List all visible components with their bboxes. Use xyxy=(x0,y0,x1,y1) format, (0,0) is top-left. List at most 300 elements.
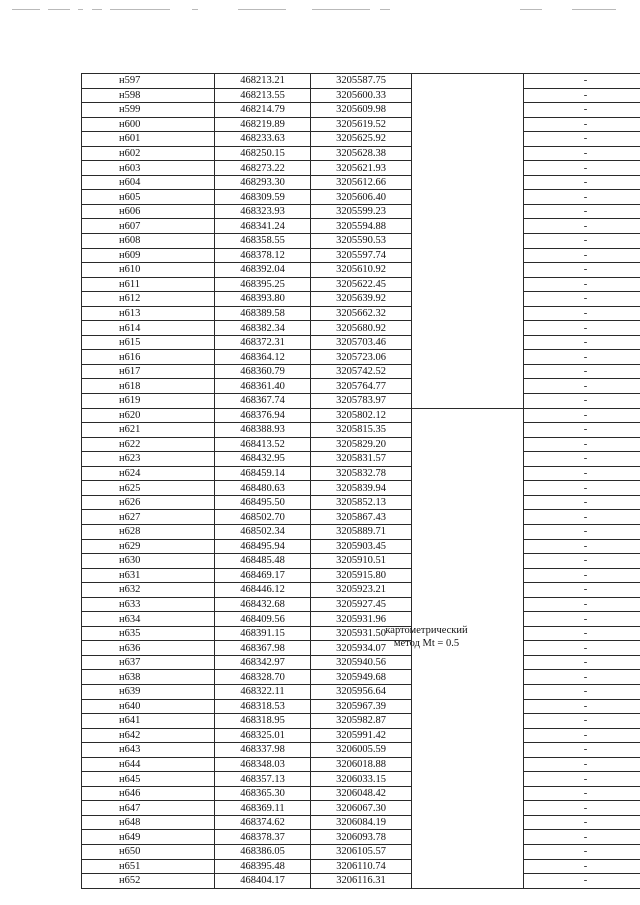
x-coordinate-cell: 468365.30 xyxy=(215,786,311,801)
point-cell: н599 xyxy=(82,103,215,118)
y-coordinate-cell: 3205606.40 xyxy=(311,190,412,205)
x-coordinate-cell: 468389.58 xyxy=(215,306,311,321)
x-coordinate-cell: 468502.70 xyxy=(215,510,311,525)
method-cell xyxy=(412,117,524,132)
table-row xyxy=(82,423,640,438)
point-cell: н617 xyxy=(82,364,215,379)
error-cell: - xyxy=(524,335,640,350)
table-row xyxy=(82,161,640,176)
method-cell xyxy=(412,394,524,409)
header-artifact xyxy=(12,7,622,13)
y-coordinate-cell: 3206110.74 xyxy=(311,859,412,874)
point-cell: н618 xyxy=(82,379,215,394)
method-cell xyxy=(412,495,524,510)
method-cell xyxy=(412,161,524,176)
table-row xyxy=(82,786,640,801)
method-cell xyxy=(412,524,524,539)
point-cell: н601 xyxy=(82,132,215,147)
y-coordinate-cell: 3205956.64 xyxy=(311,684,412,699)
method-cell xyxy=(412,175,524,190)
y-coordinate-cell: 3205931.50 xyxy=(311,626,412,641)
error-cell: - xyxy=(524,684,640,699)
point-cell: н647 xyxy=(82,801,215,816)
y-coordinate-cell: 3205927.45 xyxy=(311,597,412,612)
y-coordinate-cell: 3206093.78 xyxy=(311,830,412,845)
method-line-1: картометрический xyxy=(385,625,468,636)
method-cell xyxy=(412,423,524,438)
y-coordinate-cell: 3205619.52 xyxy=(311,117,412,132)
y-coordinate-cell: 3205587.75 xyxy=(311,74,412,89)
x-coordinate-cell: 468446.12 xyxy=(215,583,311,598)
point-cell: н606 xyxy=(82,204,215,219)
method-cell xyxy=(412,190,524,205)
x-coordinate-cell: 468367.98 xyxy=(215,641,311,656)
method-cell xyxy=(412,408,524,423)
table-row xyxy=(82,117,640,132)
x-coordinate-cell: 468214.79 xyxy=(215,103,311,118)
table-row xyxy=(82,379,640,394)
x-coordinate-cell: 468378.37 xyxy=(215,830,311,845)
y-coordinate-cell: 3205599.23 xyxy=(311,204,412,219)
method-cell xyxy=(412,321,524,336)
y-coordinate-cell: 3205832.78 xyxy=(311,466,412,481)
x-coordinate-cell: 468376.94 xyxy=(215,408,311,423)
x-coordinate-cell: 468502.34 xyxy=(215,524,311,539)
table-row xyxy=(82,714,640,729)
y-coordinate-cell: 3205609.98 xyxy=(311,103,412,118)
x-coordinate-cell: 468357.13 xyxy=(215,772,311,787)
point-cell: н625 xyxy=(82,481,215,496)
y-coordinate-cell: 3205625.92 xyxy=(311,132,412,147)
table-row xyxy=(82,408,640,423)
error-cell: - xyxy=(524,539,640,554)
x-coordinate-cell: 468358.55 xyxy=(215,234,311,249)
table-row xyxy=(82,292,640,307)
y-coordinate-cell: 3205622.45 xyxy=(311,277,412,292)
table-row xyxy=(82,670,640,685)
y-coordinate-cell: 3205723.06 xyxy=(311,350,412,365)
x-coordinate-cell: 468322.11 xyxy=(215,684,311,699)
method-cell xyxy=(412,539,524,554)
method-cell xyxy=(412,74,524,89)
point-cell: н639 xyxy=(82,684,215,699)
x-coordinate-cell: 468364.12 xyxy=(215,350,311,365)
error-cell: - xyxy=(524,830,640,845)
x-coordinate-cell: 468469.17 xyxy=(215,568,311,583)
point-cell: н612 xyxy=(82,292,215,307)
y-coordinate-cell: 3205703.46 xyxy=(311,335,412,350)
method-cell xyxy=(412,204,524,219)
point-cell: н620 xyxy=(82,408,215,423)
point-cell: н605 xyxy=(82,190,215,205)
error-cell: - xyxy=(524,219,640,234)
y-coordinate-cell: 3205639.92 xyxy=(311,292,412,307)
y-coordinate-cell: 3205831.57 xyxy=(311,452,412,467)
table-row xyxy=(82,103,640,118)
error-cell: - xyxy=(524,554,640,569)
error-cell: - xyxy=(524,88,640,103)
error-cell: - xyxy=(524,844,640,859)
x-coordinate-cell: 468393.80 xyxy=(215,292,311,307)
point-cell: н628 xyxy=(82,524,215,539)
y-coordinate-cell: 3205594.88 xyxy=(311,219,412,234)
y-coordinate-cell: 3205600.33 xyxy=(311,88,412,103)
method-cell xyxy=(412,772,524,787)
y-coordinate-cell: 3205889.71 xyxy=(311,524,412,539)
x-coordinate-cell: 468293.30 xyxy=(215,175,311,190)
point-cell: н633 xyxy=(82,597,215,612)
error-cell: - xyxy=(524,234,640,249)
table-row xyxy=(82,466,640,481)
point-cell: н645 xyxy=(82,772,215,787)
method-cell xyxy=(412,670,524,685)
y-coordinate-cell: 3205910.51 xyxy=(311,554,412,569)
error-cell: - xyxy=(524,655,640,670)
table-row xyxy=(82,88,640,103)
x-coordinate-cell: 468337.98 xyxy=(215,743,311,758)
x-coordinate-cell: 468318.95 xyxy=(215,714,311,729)
y-coordinate-cell: 3205590.53 xyxy=(311,234,412,249)
error-cell: - xyxy=(524,292,640,307)
point-cell: н632 xyxy=(82,583,215,598)
point-cell: н614 xyxy=(82,321,215,336)
method-cell xyxy=(412,815,524,830)
table-row xyxy=(82,132,640,147)
method-cell xyxy=(412,743,524,758)
table-row xyxy=(82,554,640,569)
point-cell: н651 xyxy=(82,859,215,874)
error-cell: - xyxy=(524,117,640,132)
x-coordinate-cell: 468341.24 xyxy=(215,219,311,234)
error-cell: - xyxy=(524,408,640,423)
point-cell: н616 xyxy=(82,350,215,365)
method-cell xyxy=(412,132,524,147)
error-cell: - xyxy=(524,714,640,729)
method-cell xyxy=(412,350,524,365)
y-coordinate-cell: 3205628.38 xyxy=(311,146,412,161)
y-coordinate-cell: 3206048.42 xyxy=(311,786,412,801)
point-cell: н624 xyxy=(82,466,215,481)
table-row xyxy=(82,655,640,670)
error-cell: - xyxy=(524,801,640,816)
point-cell: н635 xyxy=(82,626,215,641)
method-cell xyxy=(412,684,524,699)
y-coordinate-cell: 3206105.57 xyxy=(311,844,412,859)
method-cell xyxy=(412,597,524,612)
y-coordinate-cell: 3205610.92 xyxy=(311,263,412,278)
x-coordinate-cell: 468382.34 xyxy=(215,321,311,336)
point-cell: н603 xyxy=(82,161,215,176)
method-cell xyxy=(412,103,524,118)
method-cell xyxy=(412,874,524,889)
x-coordinate-cell: 468323.93 xyxy=(215,204,311,219)
point-cell: н636 xyxy=(82,641,215,656)
method-cell xyxy=(412,437,524,452)
x-coordinate-cell: 468404.17 xyxy=(215,874,311,889)
error-cell: - xyxy=(524,815,640,830)
table-row xyxy=(82,335,640,350)
method-cell xyxy=(412,248,524,263)
method-cell xyxy=(412,466,524,481)
y-coordinate-cell: 3205967.39 xyxy=(311,699,412,714)
error-cell: - xyxy=(524,437,640,452)
table-row xyxy=(82,74,640,89)
error-cell: - xyxy=(524,510,640,525)
table-row xyxy=(82,743,640,758)
error-cell: - xyxy=(524,859,640,874)
x-coordinate-cell: 468213.55 xyxy=(215,88,311,103)
table-row xyxy=(82,394,640,409)
point-cell: н646 xyxy=(82,786,215,801)
error-cell: - xyxy=(524,277,640,292)
y-coordinate-cell: 3205982.87 xyxy=(311,714,412,729)
table-row xyxy=(82,277,640,292)
table-row xyxy=(82,190,640,205)
y-coordinate-cell: 3205802.12 xyxy=(311,408,412,423)
point-cell: н615 xyxy=(82,335,215,350)
method-cell xyxy=(412,335,524,350)
table-row xyxy=(82,844,640,859)
point-cell: н623 xyxy=(82,452,215,467)
error-cell: - xyxy=(524,394,640,409)
method-cell xyxy=(412,801,524,816)
table-row xyxy=(82,815,640,830)
x-coordinate-cell: 468367.74 xyxy=(215,394,311,409)
x-coordinate-cell: 468328.70 xyxy=(215,670,311,685)
y-coordinate-cell: 3205597.74 xyxy=(311,248,412,263)
error-cell: - xyxy=(524,350,640,365)
method-cell xyxy=(412,146,524,161)
x-coordinate-cell: 468369.11 xyxy=(215,801,311,816)
point-cell: н649 xyxy=(82,830,215,845)
x-coordinate-cell: 468459.14 xyxy=(215,466,311,481)
x-coordinate-cell: 468219.89 xyxy=(215,117,311,132)
table-row xyxy=(82,524,640,539)
x-coordinate-cell: 468213.21 xyxy=(215,74,311,89)
point-cell: н626 xyxy=(82,495,215,510)
point-cell: н604 xyxy=(82,175,215,190)
y-coordinate-cell: 3205829.20 xyxy=(311,437,412,452)
error-cell: - xyxy=(524,495,640,510)
error-cell: - xyxy=(524,612,640,627)
table-row xyxy=(82,641,640,656)
x-coordinate-cell: 468360.79 xyxy=(215,364,311,379)
error-cell: - xyxy=(524,874,640,889)
table-row xyxy=(82,612,640,627)
y-coordinate-cell: 3205940.56 xyxy=(311,655,412,670)
method-cell xyxy=(412,292,524,307)
error-cell: - xyxy=(524,103,640,118)
y-coordinate-cell: 3205949.68 xyxy=(311,670,412,685)
point-cell: н598 xyxy=(82,88,215,103)
error-cell: - xyxy=(524,670,640,685)
method-cell xyxy=(412,786,524,801)
method-cell xyxy=(412,306,524,321)
table-row xyxy=(82,364,640,379)
point-cell: н643 xyxy=(82,743,215,758)
point-cell: н607 xyxy=(82,219,215,234)
method-cell xyxy=(412,714,524,729)
y-coordinate-cell: 3205867.43 xyxy=(311,510,412,525)
y-coordinate-cell: 3205991.42 xyxy=(311,728,412,743)
error-cell: - xyxy=(524,423,640,438)
y-coordinate-cell: 3205662.32 xyxy=(311,306,412,321)
point-cell: н622 xyxy=(82,437,215,452)
table-row xyxy=(82,175,640,190)
point-cell: н600 xyxy=(82,117,215,132)
error-cell: - xyxy=(524,175,640,190)
error-cell: - xyxy=(524,146,640,161)
table-row xyxy=(82,510,640,525)
error-cell: - xyxy=(524,583,640,598)
error-cell: - xyxy=(524,248,640,263)
error-cell: - xyxy=(524,772,640,787)
error-cell: - xyxy=(524,452,640,467)
y-coordinate-cell: 3205915.80 xyxy=(311,568,412,583)
x-coordinate-cell: 468233.63 xyxy=(215,132,311,147)
point-cell: н610 xyxy=(82,263,215,278)
point-cell: н613 xyxy=(82,306,215,321)
error-cell: - xyxy=(524,204,640,219)
method-cell xyxy=(412,234,524,249)
x-coordinate-cell: 468348.03 xyxy=(215,757,311,772)
table-row xyxy=(82,539,640,554)
y-coordinate-cell: 3205934.07 xyxy=(311,641,412,656)
x-coordinate-cell: 468485.48 xyxy=(215,554,311,569)
table-row xyxy=(82,757,640,772)
point-cell: н629 xyxy=(82,539,215,554)
point-cell: н597 xyxy=(82,74,215,89)
point-cell: н637 xyxy=(82,655,215,670)
point-cell: н652 xyxy=(82,874,215,889)
x-coordinate-cell: 468432.95 xyxy=(215,452,311,467)
error-cell: - xyxy=(524,364,640,379)
point-cell: н634 xyxy=(82,612,215,627)
point-cell: н609 xyxy=(82,248,215,263)
point-cell: н648 xyxy=(82,815,215,830)
y-coordinate-cell: 3205923.21 xyxy=(311,583,412,598)
table-row xyxy=(82,481,640,496)
x-coordinate-cell: 468409.56 xyxy=(215,612,311,627)
x-coordinate-cell: 468495.94 xyxy=(215,539,311,554)
point-cell: н627 xyxy=(82,510,215,525)
table-row xyxy=(82,321,640,336)
error-cell: - xyxy=(524,568,640,583)
method-cell xyxy=(412,859,524,874)
table-row xyxy=(82,597,640,612)
x-coordinate-cell: 468392.04 xyxy=(215,263,311,278)
error-cell: - xyxy=(524,597,640,612)
method-cell xyxy=(412,219,524,234)
y-coordinate-cell: 3206005.59 xyxy=(311,743,412,758)
point-cell: н611 xyxy=(82,277,215,292)
table-row xyxy=(82,728,640,743)
method-cell xyxy=(412,510,524,525)
point-cell: н638 xyxy=(82,670,215,685)
table-row xyxy=(82,583,640,598)
x-coordinate-cell: 468374.62 xyxy=(215,815,311,830)
point-cell: н619 xyxy=(82,394,215,409)
method-cell xyxy=(412,728,524,743)
method-cell xyxy=(412,554,524,569)
point-cell: н608 xyxy=(82,234,215,249)
error-cell: - xyxy=(524,132,640,147)
error-cell: - xyxy=(524,379,640,394)
error-cell: - xyxy=(524,321,640,336)
error-cell: - xyxy=(524,524,640,539)
error-cell: - xyxy=(524,306,640,321)
error-cell: - xyxy=(524,626,640,641)
table-row xyxy=(82,830,640,845)
error-cell: - xyxy=(524,481,640,496)
y-coordinate-cell: 3205815.35 xyxy=(311,423,412,438)
error-cell: - xyxy=(524,161,640,176)
x-coordinate-cell: 468309.59 xyxy=(215,190,311,205)
error-cell: - xyxy=(524,699,640,714)
table-row xyxy=(82,219,640,234)
point-cell: н602 xyxy=(82,146,215,161)
coordinates-table xyxy=(81,73,640,889)
table-row xyxy=(82,452,640,467)
y-coordinate-cell: 3205742.52 xyxy=(311,364,412,379)
error-cell: - xyxy=(524,728,640,743)
y-coordinate-cell: 3205764.77 xyxy=(311,379,412,394)
table-row xyxy=(82,437,640,452)
table-row xyxy=(82,772,640,787)
point-cell: н644 xyxy=(82,757,215,772)
x-coordinate-cell: 468361.40 xyxy=(215,379,311,394)
method-cell xyxy=(412,481,524,496)
point-cell: н630 xyxy=(82,554,215,569)
table-row xyxy=(82,263,640,278)
y-coordinate-cell: 3206018.88 xyxy=(311,757,412,772)
method-cell xyxy=(412,568,524,583)
x-coordinate-cell: 468273.22 xyxy=(215,161,311,176)
method-cell xyxy=(412,699,524,714)
y-coordinate-cell: 3205621.93 xyxy=(311,161,412,176)
error-cell: - xyxy=(524,190,640,205)
x-coordinate-cell: 468413.52 xyxy=(215,437,311,452)
x-coordinate-cell: 468388.93 xyxy=(215,423,311,438)
error-cell: - xyxy=(524,263,640,278)
method-cell xyxy=(412,583,524,598)
y-coordinate-cell: 3205839.94 xyxy=(311,481,412,496)
x-coordinate-cell: 468395.48 xyxy=(215,859,311,874)
y-coordinate-cell: 3206067.30 xyxy=(311,801,412,816)
error-cell: - xyxy=(524,786,640,801)
y-coordinate-cell: 3205931.96 xyxy=(311,612,412,627)
point-cell: н621 xyxy=(82,423,215,438)
table-row xyxy=(82,874,640,889)
table-row xyxy=(82,306,640,321)
point-cell: н642 xyxy=(82,728,215,743)
table-row xyxy=(82,350,640,365)
table-row xyxy=(82,146,640,161)
x-coordinate-cell: 468372.31 xyxy=(215,335,311,350)
error-cell: - xyxy=(524,743,640,758)
method-cell xyxy=(412,364,524,379)
error-cell: - xyxy=(524,466,640,481)
error-cell: - xyxy=(524,641,640,656)
y-coordinate-cell: 3205612.66 xyxy=(311,175,412,190)
x-coordinate-cell: 468495.50 xyxy=(215,495,311,510)
point-cell: н641 xyxy=(82,714,215,729)
table-row xyxy=(82,568,640,583)
x-coordinate-cell: 468250.15 xyxy=(215,146,311,161)
y-coordinate-cell: 3206116.31 xyxy=(311,874,412,889)
x-coordinate-cell: 468480.63 xyxy=(215,481,311,496)
method-cell xyxy=(412,277,524,292)
